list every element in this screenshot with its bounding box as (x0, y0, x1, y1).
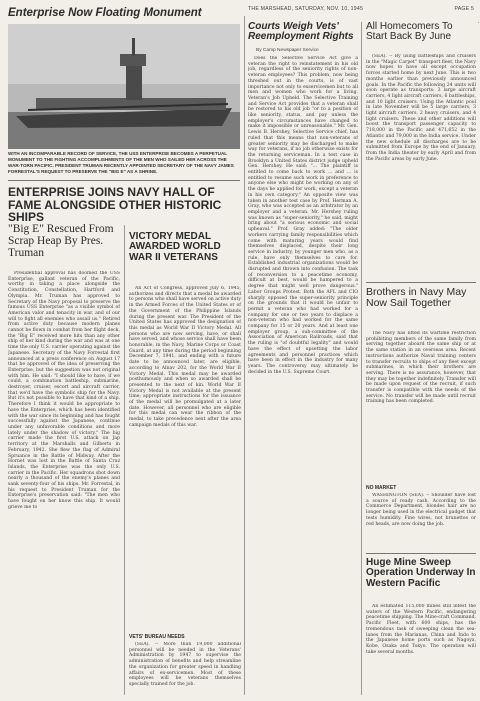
no-market-text: WASHINGTON (SEA). -- Shoulder have lost a source of ready cash. According to the Commerce Department, blondes hair are no longer being used in the electrical gadget that tests humidity. Fine wires, not brunettes or red heads, are now doing the job. (366, 493, 476, 527)
column-divider (478, 22, 479, 23)
column-divider (244, 16, 245, 695)
courts-article-text: Does the Selective Service Act give a veteran the right to reinstatement in his old job, regardless of the seniority rights of non-veteran employees? This problem, now being threshed out in the courts, is of vast importance not only to exservicemen but to all men and women who work for a living. Veteran's Job Upheld. The Selective Training and Service Act provides that a veteran shall be restored to his old job "or to a position of like seniority, status, and pay unless the employer's circumstances have changed to make it impossible or unreasonable." Mr. Gen. Lewis B. Hershey, Selective Service chief, has ruled that this means that non-veterans of greater seniority may be discharged to make way for veterans, if no job otherwise exists for the returning serviceman. In a test case in Brooklyn a United States district judge upheld Gen. Hershey. He said: "... The plaintiff is entitled to come back to work ... and ... is entitled to resume such work in preference to anyone else who might be working on any of the days he applied for work, except a veteran in his own category." An opposite view was taken in another test case by Prof. Herman A. Gray, who was accepted as an arbitrator by an employer and a veteran. Mr. Hershey ruling was known as "super-seniority," he said, might bring about "a serious economic and social upheaval." Prof. Gray added: "The older workers carrying family responsibilities which come with maturing years would find themselves displaced, despite their long service in industry, by younger men who, as a rule, have only themselves to care for. Established industrial organizations would be disrupted and thrown into confusion. The task of reconversion to a peacetime economy, difficult at best, would be hampered to a degree that might well prove dangerous." Labor Groups Protest. Both the AFL and CIO sharply opposed the super-seniority principle on the grounds that it would be unfair to permit a veteran who had worked for a company for one or two years to displace a non-veteran who had worked for the same company for 15 or 20 years. And at least one employer group, a sub-committee of the Association of American Railroads, said that the ruling is "of doubtful legality" and would have the effect of upsetting the labor agreements and personnel practices which have been in effect in the industry for many years. The controversy may ultimately be decided in the U.S. Supreme Court. (248, 56, 358, 375)
no-market-subhead: NO MARKET (366, 485, 397, 491)
mine-sweep-article (366, 604, 476, 695)
divider-rule (366, 282, 476, 283)
mine-sweep-text: An estimated 115,000 mines still infest the waters of the Western Pacific, endangering peacetime shipping. The Mine-craft Command, Pacific Fleet, with 600 ships, has the tremendous task of sweeping clean the sea-lanes from the Marianas, China and Indo to the Japanese home ports such as Nagoya, Kobe, Osaka and Tokyo. The operation will take several months. (366, 604, 476, 655)
homecomers-text: (SEA). -- By using battleships and cruisers in the "Magic Carpet" transport fleet, the Navy now hopes to have all except occupation forces started home by next June. This is two months earlier than previously announced goals. In the Pacific the following 24 units will soon operate as transports: 3 large aircraft carriers, 4 light aircraft carriers, 6 battleships, and 10 light cruisers. Using the Atlantic pool in late November will be 5 large carriers, 3 light aircraft carriers, 2 heavy cruisers, and 4 light cruisers. These and other additions will boost the transport passenger capacity to 718,000 in the Pacific and 471,652 in the Atlantic and 79,000 in the India service. Under the new schedule all discharges are to be submitted from Europe by the end of January, from the India theater by early April and from the Pacific areas by early June. (366, 54, 476, 162)
column-divider (124, 225, 125, 695)
header-page-number: PAGE 5 (454, 6, 474, 12)
big-e-headline: "Big E" Rescued From Scrap Heap By Pres. Truman (8, 223, 114, 260)
vets-bureau-subhead: VETS' BUREAU NEEDS (129, 634, 185, 640)
courts-headline: Courts Weigh Vets' Reemployment Rights (248, 21, 354, 43)
divider-rule (8, 180, 240, 181)
brothers-text: The Navy has lifted its wartime restriction prohibiting members of the same family from serving together aboard the same ship or at the same station in an overseas area. Recent instructions authorize Naval training centers to transfer recruits to ships of any fleet except submarines, in which their brothers are serving. There is no assurance, however, that they may be together indefinitely. Transfer will be made upon request of the recruit, if such transfer is compatible with the needs of the service. No transfer will be made until recruit training has been completed. (366, 331, 476, 405)
homecomers-article (366, 54, 476, 279)
big-e-article (8, 271, 120, 695)
victory-medal-text: An Act of Congress, approved July 6, 1945, authorizes and directs that a medal be awarded to persons who shall have served on active duty in the Armed Forces of the United States or of the Government of the Philippine Islands during the present war. The President of the United States has approved the designation of this medal as World War II Victory Medal. All persons who are now serving, have, or shall have served, and whose service shall have been honorable, in the Navy, Marine Corps or Coast Guard, at any time during the period beginning December 7, 1941, and ending with a future date to be announced later, are eligible, according to Alnav 202, for the World War II Victory Medal. This medal may be awarded posthumously and when so awarded shall be presented to the next of kin. World War II Victory Medal is not available at the present time; appropriate instructions for the issuance of the medal will be promulgated at a later date. However, all personnel who are eligible for this medal can wear the ribbon of the medal, to take precedence next after the area campaign medals of this war. (129, 286, 241, 428)
courts-article (248, 56, 358, 695)
vets-bureau-text: (SEA). -- More than 19,000 additional personnel will be needed in the Veterans' Administration by 1947 to supervise the administration of benefits and help streamline the organization for greater speed in handling affairs of ex-servicemen. Most of these employees will be veterans themselves specially trained for the job. (129, 642, 241, 687)
brothers-article (366, 331, 476, 481)
homecomers-headline: All Homecomers To Start Back By June (366, 21, 453, 43)
victory-medal-headline: VICTORY MEDAL AWARDED WORLD WAR II VETERANS (129, 231, 221, 263)
mine-sweep-headline: Huge Mine Sweep Operation Underway In Western Pacific (366, 557, 476, 589)
floating-monument-caption: WITH AN INCOMPARABLE RECORD OF SERVICE, THE USS ENTERPRISE BECOMES A PERPETUAL MONUMENT TO THE FIGHTING ACCOMPLISHMENTS OF THE MEN WHO SAILED HER ACROSS THE WAR-TORN PACIFIC. PRESIDENT TRUMAN RECENTLY APPOINTED SECRETARY OF THE NAVY JAMES FORRESTAL'S REQUEST TO PRESERVE THE "BIG E" AS A SHRINE. (8, 151, 234, 174)
big-e-article-text: Presidential approval has doomed the USS Enterprise, gallant veteran of the Pacific, worthy in taking a place alongside the Constitution, Constellation, Hartford and Olympia. Mr. Truman has approved to Secretary of the Navy proposal to preserve the famous USS Enterprise "as a visible symbol of American valor and tenacity in war, and of our will to fight all enemies who assail us." Retired from active duty because modern planes cannot be flown in combat from her flight deck, the "Big E" received more hits than any other ship of her kind during the war and was at one time the only U.S. carrier operating against the Japanese. Secretary of the Navy Forrestal first announced at a press conference on August 17 that he approved of the idea of preserving the Enterprise, but the suggestion was not original with him. He said: "I should like to have, if we could, a combination battleship, submarine, destroyer, cruiser, escort and aircraft carrier, that we'd have the symbolic ship for the Navy. But it's not possible to have that kind of a ship. Therefore I think it would be appropriate to have the Enterprise, which has been identified with the war since its beginning and has fought successfully against the Japanese, continue under any unfavorable conditions and more lately under the shadow of victory." The big carrier made the first U.S. attack on Jap territory at the Marshalls and Gilberts in February, 1942. She flew the flag of Admiral Spruance in the Battle of Midway. After the Hornet was lost in the Battle of Santa Cruz Islands, the Enterprise was the only U.S. carrier in the Pacific. Her squadrons shot down nearly a thousand of the enemy's planes and sank seventy-four of his ships. Mr. Forrestal, in his request to President Truman for the Enterprise's preservation said: "The men who have fought on her know this ship. It would grieve me to (8, 271, 120, 510)
page-header (248, 6, 474, 15)
divider-rule (366, 553, 476, 554)
victory-medal-article (129, 286, 241, 630)
header-dateline: THE MARSHEAD, SATURDAY, NOV. 10, 1945 (248, 6, 364, 12)
courts-byline: By Camp Newspaper Service (256, 48, 319, 53)
floating-monument-headline: Enterprise Now Floating Monument (8, 7, 202, 19)
vets-bureau-article (129, 642, 241, 695)
hall-of-fame-headline: ENTERPRISE JOINS NAVY HALL OF FAME ALONGSIDE OTHER HISTORIC SHIPS (8, 185, 222, 225)
no-market-article (366, 493, 476, 551)
column-divider (361, 22, 362, 695)
brothers-headline: Brothers in Navy May Now Sail Together (366, 286, 467, 310)
enterprise-photo (8, 24, 240, 149)
